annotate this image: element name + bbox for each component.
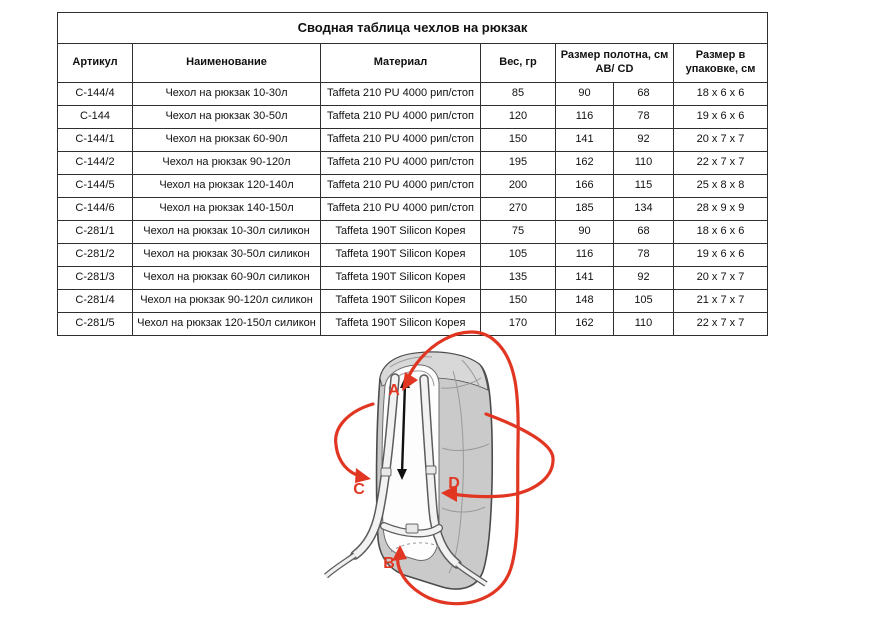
table-row [58,175,768,198]
table-cell: 150 [481,290,556,313]
table-title-row [58,13,768,44]
table-cell: Чехол на рюкзак 60-90л силикон [133,267,321,290]
table-cell: 28 x 9 x 9 [674,198,768,221]
table-cell: 195 [481,152,556,175]
table-cell: C-144 [58,106,133,129]
table-cell: 162 [556,313,614,336]
table-cell: 185 [556,198,614,221]
table-cell: 135 [481,267,556,290]
covers-summary-table [57,12,768,336]
table-cell: 68 [614,83,674,106]
column-header-weight: Вес, гр [481,44,556,83]
table-cell: C-281/5 [58,313,133,336]
table-cell: C-281/3 [58,267,133,290]
table-cell: 92 [614,129,674,152]
table-body [58,83,768,336]
table-cell: 68 [614,221,674,244]
table-cell: C-144/6 [58,198,133,221]
table-cell: Taffeta 210 PU 4000 рип/стоп [321,83,481,106]
table-cell: Taffeta 190T Silicon Корея [321,290,481,313]
table-cell: 148 [556,290,614,313]
table-cell: 141 [556,267,614,290]
table-cell: 92 [614,267,674,290]
table-cell: Чехол на рюкзак 140-150л [133,198,321,221]
table-cell: 115 [614,175,674,198]
table-cell: C-144/5 [58,175,133,198]
table-header-row [58,44,768,83]
table-cell: Taffeta 210 PU 4000 рип/стоп [321,106,481,129]
table-cell: C-281/2 [58,244,133,267]
table-cell: 90 [556,83,614,106]
package-size-line2: упаковке, см [685,63,756,75]
table-row [58,267,768,290]
column-header-canvas-size [556,44,674,83]
table-cell: Чехол на рюкзак 10-30л силикон [133,221,321,244]
column-header-name: Наименование [133,44,321,83]
table-cell: C-281/4 [58,290,133,313]
table-cell: C-144/1 [58,129,133,152]
table-cell: C-144/4 [58,83,133,106]
table-cell: Taffeta 190T Silicon Корея [321,267,481,290]
table-cell: C-144/2 [58,152,133,175]
table-row [58,244,768,267]
table-cell: 141 [556,129,614,152]
hip-strap-buckle [406,524,418,533]
table-cell: 105 [481,244,556,267]
table-cell: 20 x 7 x 7 [674,129,768,152]
table-cell: 78 [614,244,674,267]
label-a: A [388,382,400,399]
strap-buckle-right [426,466,436,474]
table-cell: 162 [556,152,614,175]
table-row [58,221,768,244]
table-cell: 110 [614,152,674,175]
loop-c [336,404,373,476]
table-cell: 200 [481,175,556,198]
table-cell: 120 [481,106,556,129]
table-cell: 90 [556,221,614,244]
table-cell: Taffeta 210 PU 4000 рип/стоп [321,198,481,221]
table-row [58,106,768,129]
table-row [58,83,768,106]
label-d: D [448,475,460,492]
table-cell: Чехол на рюкзак 30-50л силикон [133,244,321,267]
package-size-line1: Размер в [695,49,746,62]
table-cell: Чехол на рюкзак 30-50л [133,106,321,129]
table-cell: 166 [556,175,614,198]
table-cell: 18 x 6 x 6 [674,83,768,106]
label-b: B [383,555,395,572]
table-cell: 20 x 7 x 7 [674,267,768,290]
table-row [58,198,768,221]
table-cell: Чехол на рюкзак 10-30л [133,83,321,106]
table-cell: Taffeta 190T Silicon Корея [321,221,481,244]
table-cell: 25 x 8 x 8 [674,175,768,198]
table-row [58,290,768,313]
label-c: C [353,481,365,498]
column-header-artikul: Артикул [58,44,133,83]
table-title: Сводная таблица чехлов на рюкзак [58,13,768,44]
table-cell: Чехол на рюкзак 90-120л силикон [133,290,321,313]
canvas-size-line1: Размер полотна, см [560,49,669,62]
backpack-measurement-diagram [290,316,590,616]
table-cell: 116 [556,106,614,129]
table-cell: 150 [481,129,556,152]
table-cell: 19 x 6 x 6 [674,106,768,129]
canvas-size-line2: АВ/ CD [595,63,634,75]
table-cell: 270 [481,198,556,221]
table-row [58,129,768,152]
strap-buckle-left [381,468,391,476]
table-cell: Taffeta 210 PU 4000 рип/стоп [321,152,481,175]
table-cell: 110 [614,313,674,336]
table-cell: 18 x 6 x 6 [674,221,768,244]
table-cell: 22 x 7 x 7 [674,313,768,336]
table-cell: 21 x 7 x 7 [674,290,768,313]
column-header-package-size [674,44,768,83]
table-cell: 105 [614,290,674,313]
table-cell: Чехол на рюкзак 90-120л [133,152,321,175]
table-cell: Чехол на рюкзак 60-90л [133,129,321,152]
table-cell: Taffeta 210 PU 4000 рип/стоп [321,175,481,198]
table-cell: Taffeta 210 PU 4000 рип/стоп [321,129,481,152]
table-cell: 134 [614,198,674,221]
table-row [58,152,768,175]
table-cell: Чехол на рюкзак 120-150л силикон [133,313,321,336]
table-cell: 75 [481,221,556,244]
table-cell: Taffeta 190T Silicon Корея [321,313,481,336]
table-cell: 170 [481,313,556,336]
column-header-material: Материал [321,44,481,83]
table-cell: C-281/1 [58,221,133,244]
table-cell: 78 [614,106,674,129]
table-cell: 116 [556,244,614,267]
table-cell: 22 x 7 x 7 [674,152,768,175]
table-cell: 85 [481,83,556,106]
table-cell: Taffeta 190T Silicon Корея [321,244,481,267]
table-cell: Чехол на рюкзак 120-140л [133,175,321,198]
table-cell: 19 x 6 x 6 [674,244,768,267]
